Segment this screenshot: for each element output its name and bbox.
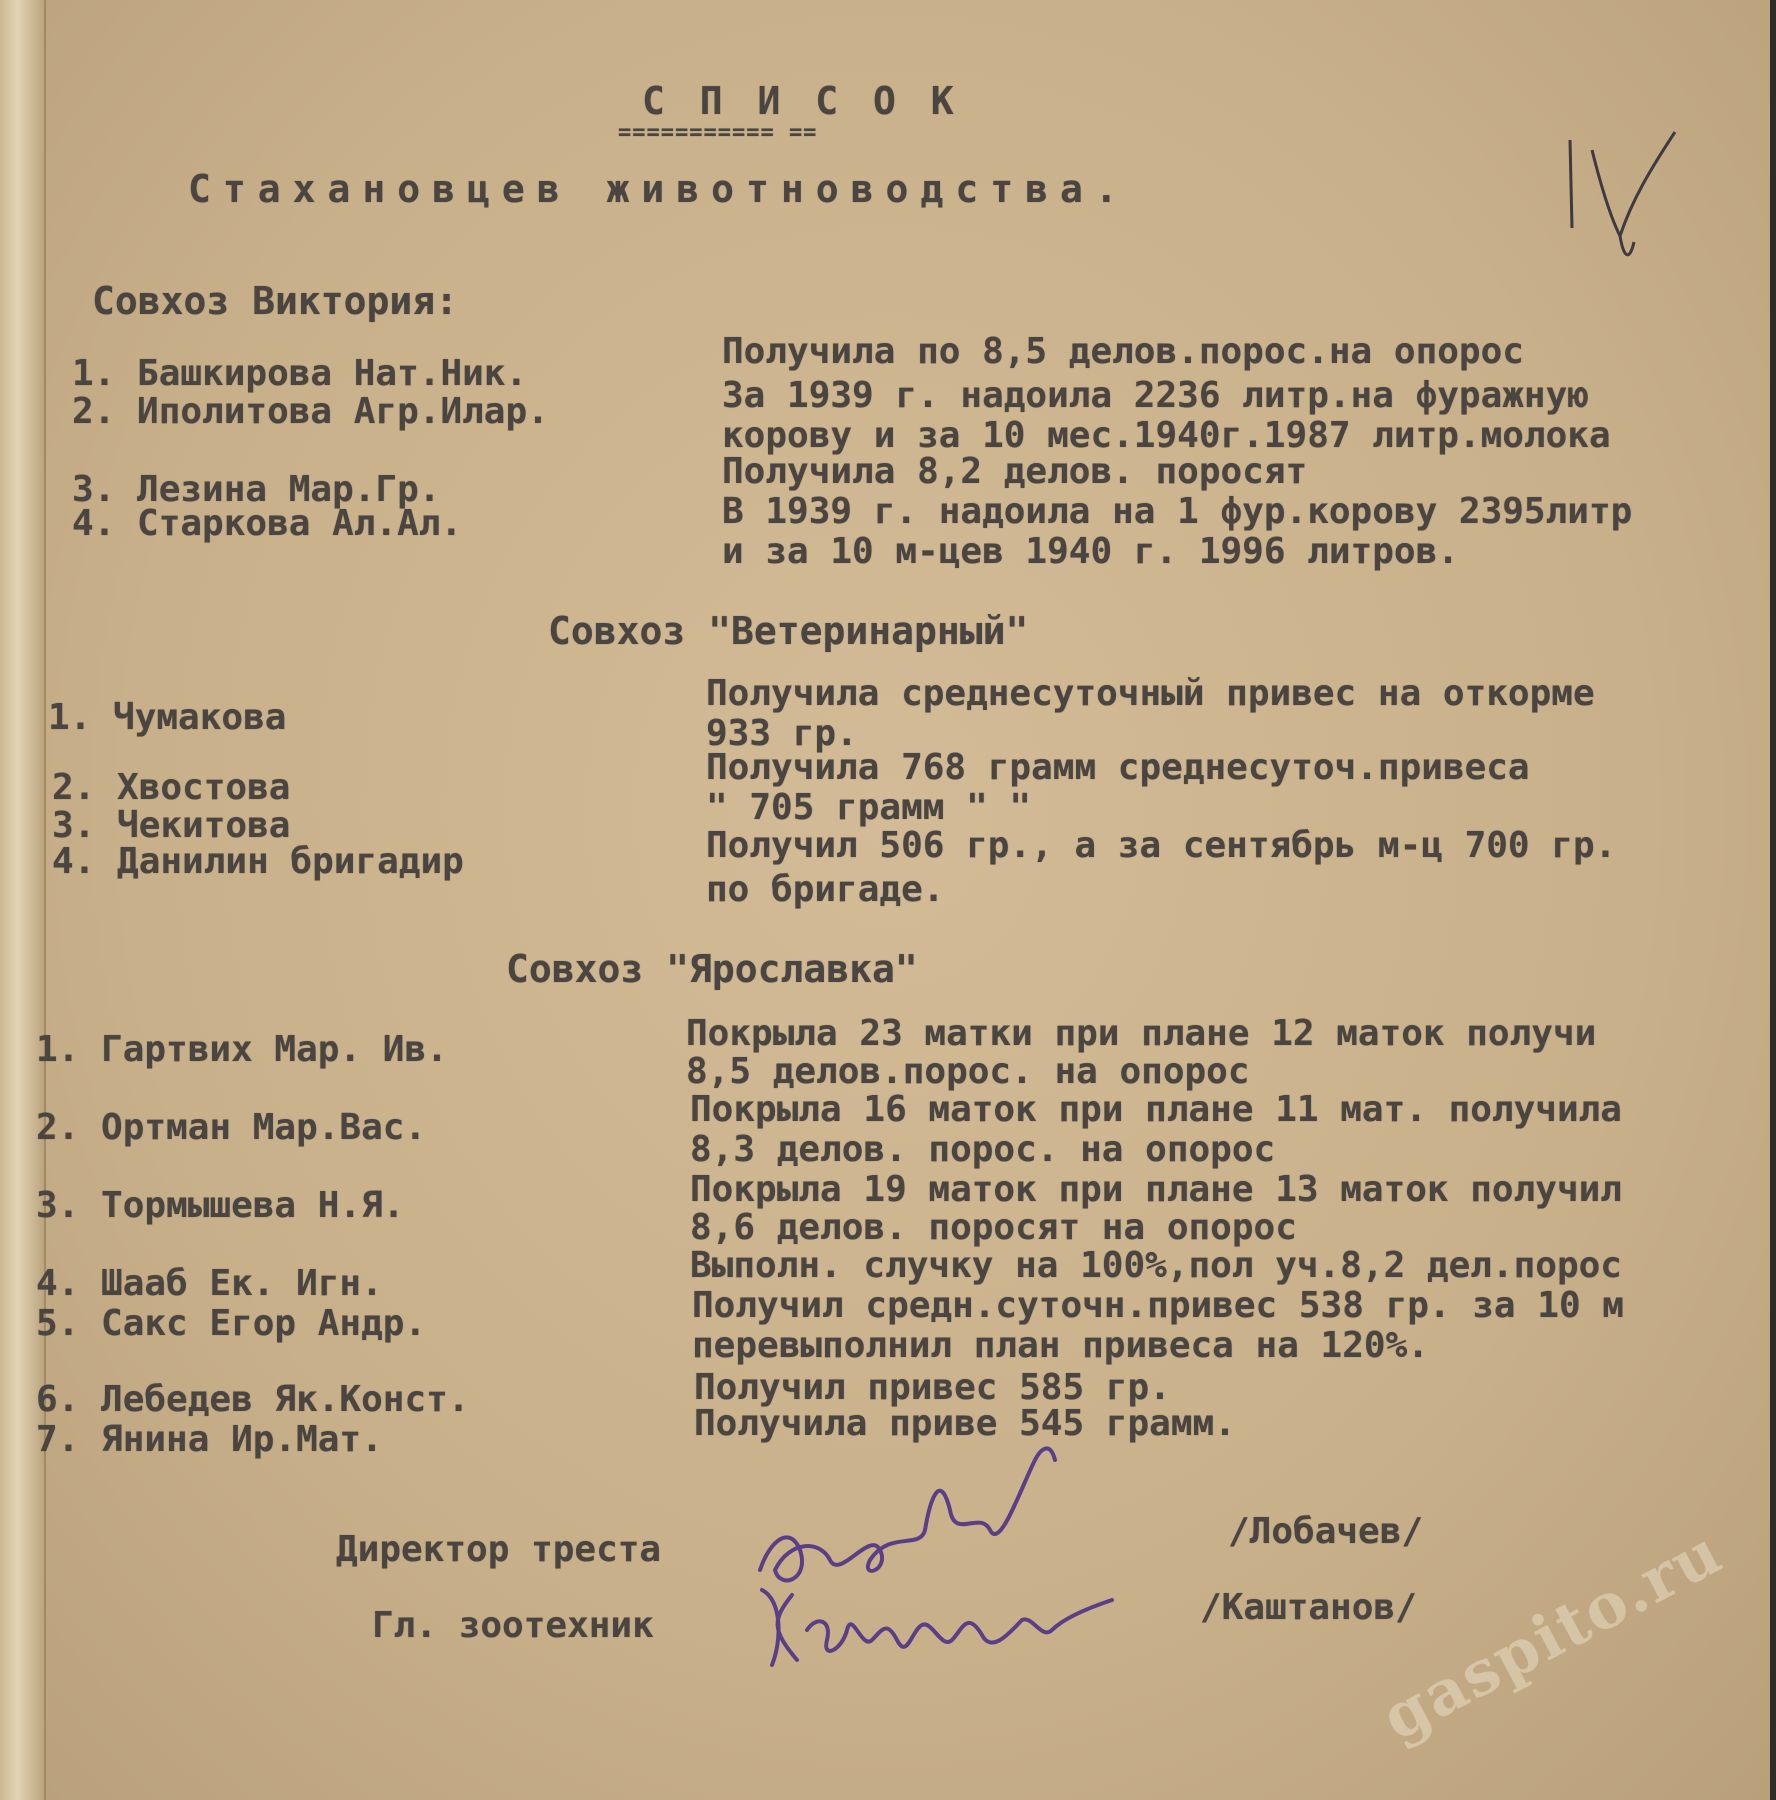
list-item-note: по бригаде. [706,869,945,910]
signature-role: Директор треста [336,1529,662,1570]
list-item-name: 4. Шааб Ек. Игн. [36,1263,383,1304]
list-item-note: 933 гр. [706,713,858,754]
list-item-name: 2. Иполитова Агр.Илар. [72,391,549,432]
list-item-name: 1. Башкирова Нат.Ник. [72,353,528,394]
list-item-note: 8,6 делов. поросят на опорос [690,1207,1297,1248]
list-item-note: корову и за 10 мес.1940г.1987 литр.молока [722,415,1611,456]
list-item-note: Выполн. случку на 100%,пол уч.8,2 дел.порос [690,1245,1622,1286]
list-item-name: 6. Лебедев Як.Конст. [36,1379,470,1420]
list-item-note: 8,3 делов. порос. на опорос [690,1129,1276,1170]
signature-typed-name: /Каштанов/ [1200,1587,1417,1628]
page-binding-edge [0,0,46,1800]
document-title: С П И С О К [642,79,960,123]
list-item-note: 8,5 делов.порос. на опорос [686,1051,1250,1092]
list-item-name: 2. Ортман Мар.Вас. [36,1107,427,1148]
list-item-name: 3. Чекитова [52,805,291,846]
list-item-note: За 1939 г. надоила 2236 литр.на фуражную [722,375,1589,416]
title-underline: =========== == [618,120,818,145]
list-item-note: В 1939 г. надоила на 1 фур.корову 2395литр [722,491,1633,532]
list-item-note: Покрыла 16 маток при плане 11 мат. получила [690,1089,1622,1130]
list-item-name: 2. Хвостова [52,767,291,808]
list-item-note: Получила 8,2 делов. поросят [722,451,1308,492]
list-item-name: 3. Тормышева Н.Я. [36,1185,405,1226]
list-item-name: 4. Старкова Ал.Ал. [72,503,463,544]
list-item-note: Покрыла 19 маток при плане 13 маток получил [690,1169,1622,1210]
list-item-name: 3. Лезина Мар.Гр. [72,469,441,510]
list-item-note: Получил 506 гр., а за сентябрь м-ц 700 гр. [706,825,1617,866]
list-item-note: Покрыла 23 матки при плане 12 маток получи [686,1013,1597,1054]
signature-typed-name: /Лобачев/ [1228,1511,1424,1552]
list-item-name: 1. Гартвих Мар. Ив. [36,1029,448,1070]
watermark: gaspito.ru [1370,1514,1735,1755]
signature-role: Гл. зоотехник [372,1605,654,1646]
list-item-note: " 705 грамм " " [706,787,1032,828]
page-right-edge [1770,0,1776,1800]
list-item-note: Получила приве 545 грамм. [694,1403,1236,1444]
document-subtitle: Стахановцев животноводства. [188,167,1130,211]
section-heading-viktoriya: Совхоз Виктория: [92,279,459,323]
list-item-note: Получил средн.суточн.привес 538 гр. за 10 м [692,1285,1624,1326]
list-item-note: Получила среднесуточный привес на откорме [706,673,1595,714]
handwritten-signature-zootechnician [752,1570,1132,1680]
list-item-note: Получила по 8,5 делов.порос.на опорос [722,331,1524,372]
list-item-name: 4. Данилин бригадир [52,841,464,882]
list-item-name: 5. Сакс Егор Андр. [36,1303,427,1344]
list-item-note: и за 10 м-цев 1940 г. 1996 литров. [722,531,1459,572]
section-heading-yaroslavka: Совхоз "Ярославка" [506,947,918,991]
list-item-note: Получил привес 585 гр. [694,1367,1171,1408]
list-item-note: перевыполнил план привеса на 120%. [692,1325,1429,1366]
archive-page-number-mark [1540,110,1690,260]
section-heading-veterinarny: Совхоз "Ветеринарный" [548,609,1029,653]
list-item-name: 7. Янина Ир.Мат. [36,1419,383,1460]
list-item-name: 1. Чумакова [48,697,287,738]
list-item-note: Получила 768 грамм среднесуточ.привеса [706,747,1530,788]
